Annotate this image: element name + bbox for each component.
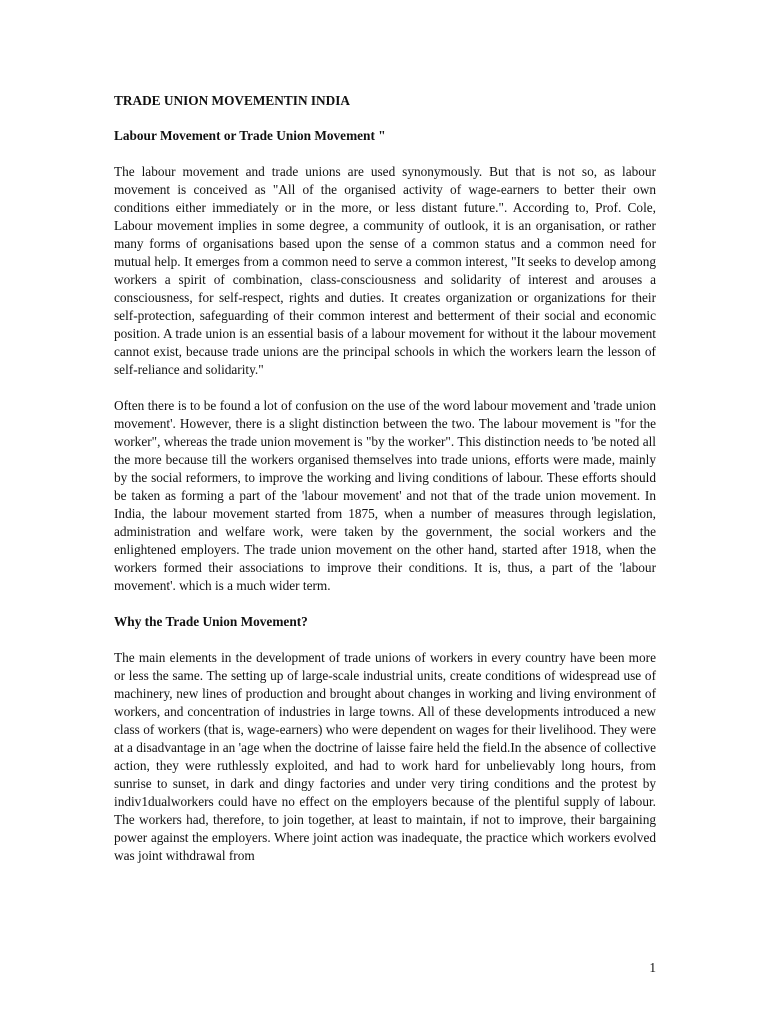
section-heading-why-trade-union: Why the Trade Union Movement? <box>114 614 308 629</box>
document-title: TRADE UNION MOVEMENTIN INDIA <box>114 93 351 108</box>
document-body <box>114 92 656 883</box>
paragraph-labour-vs-trade-union: Often there is to be found a lot of confusion on the use of the word labour movement and 'trade union movement'. However, there is a slight distinction between the two. The labour movement is "for the worker", whereas the trade union movement is "by the worker". This distinction needs to 'be noted all the more because till the workers organised themselves into trade unions, efforts were made, mainly by the social reformers, to improve the working and living conditions of labour. These efforts should be taken as forming a part of the 'labour movement' and not that of the trade union movement. In India, the labour movement started from 1875, when a number of measures through legislation, administration and welfare work, were taken by the government, the social workers and the enlightened employers. The trade union movement on the other hand, started after 1918, when the workers formed their associations to improve their conditions. It is, thus, a part of the 'labour movement'. which is a much wider term. <box>114 398 656 593</box>
section-heading-labour-movement: Labour Movement or Trade Union Movement " <box>114 128 386 143</box>
paragraph-labour-movement-definition: The labour movement and trade unions are used synonymously. But that is not so, as labour movement is conceived as "All of the organised activity of wage-earners to better their own conditions either immediately or in the more, or less distant future.". According to, Prof. Cole, Labour movement implies in some degree, a community of outlook, it is an organisation, or rather many forms of organisations based upon the sense of a common status and a common need for mutual help. It emerges from a common need to serve a common interest, "It seeks to develop among workers a spirit of combination, class-consciousness and solidarity of interest and arouses a consciousness, for self-respect, rights and duties. It creates organization or organizations for their self-protection, safeguarding of their common interest and betterment of their social and economic position. A trade union is an essential basis of a labour movement for without it the labour movement cannot exist, because trade unions are the principal schools in which the workers learn the lesson of self-reliance and solidarity." <box>114 164 656 377</box>
page-number: 1 <box>649 960 656 975</box>
paragraph-trade-union-development: The main elements in the development of trade unions of workers in every country have been more or less the same. The setting up of large-scale industrial units, create conditions of widespread use of machinery, new lines of production and brought about changes in working and living environment of workers, and concentration of industries in large towns. All of these developments introduced a new class of workers (that is, wage-earners) who were dependent on wages for their livelihood. They were at a disadvantage in an 'age when the doctrine of laisse faire held the field.In the absence of collective action, they were ruthlessly exploited, and had to work hard for unbelievably long hours, from sunrise to sunset, in dark and dingy factories and under very tiring conditions and the protest by indiv1dualworkers could have no effect on the employers because of the plentiful supply of labour. The workers had, therefore, to join together, at least to maintain, if not to improve, their bargaining power against the employers. Where joint action was inadequate, the practice which workers evolved was joint withdrawal from <box>114 650 656 863</box>
